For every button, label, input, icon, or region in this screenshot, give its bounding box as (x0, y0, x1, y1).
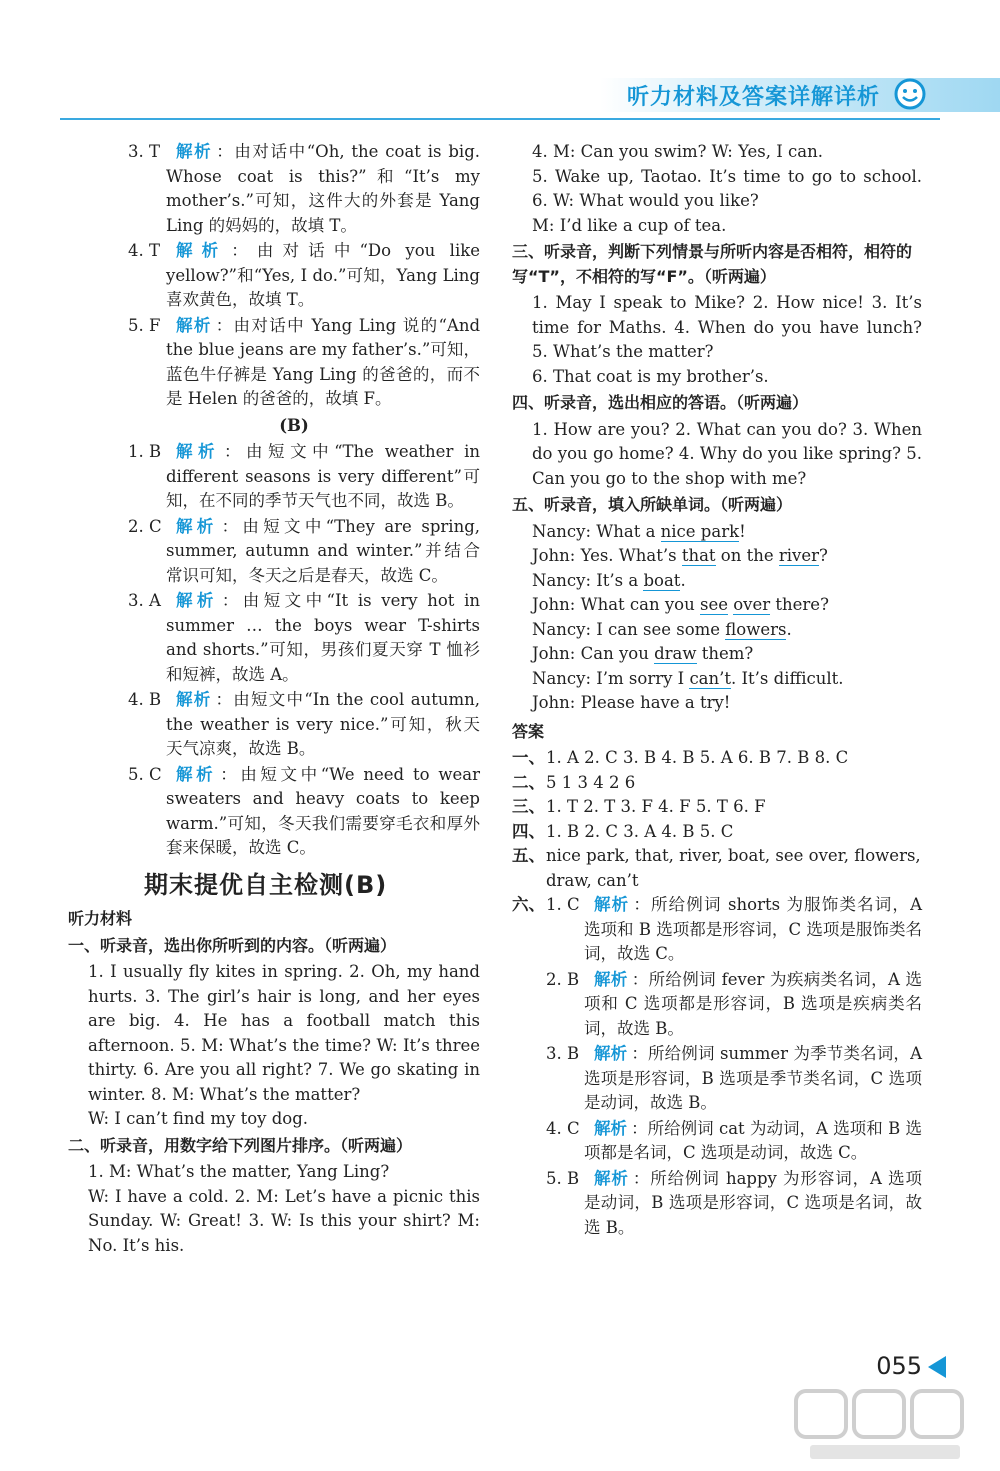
answer-values: 1. B 2. C 3. A 4. B 5. C (546, 821, 734, 841)
page-header-title: 听力材料及答案详解详析 (626, 85, 880, 110)
answer-item (108, 239, 480, 313)
answer-row (512, 795, 922, 820)
answer-section-6 (512, 893, 922, 1241)
section-heading: 四、听录音，选出相应的答语。（听两遍） (512, 393, 809, 412)
page-arrow-icon (928, 1356, 946, 1378)
section-text: W: I have a cold. 2. M: Let’s have a picnic this Sunday. W: Great! 3. W: Is this your shirt? M: No. It’s his. (88, 1186, 480, 1255)
exam-title: 期末提优自主检测(B) (144, 870, 388, 899)
item-explanation (166, 763, 480, 861)
item-explanation (166, 239, 480, 313)
item-explanation (584, 968, 922, 1042)
filled-blank: that (681, 546, 716, 565)
section-text: 1. May I speak to Mike? 2. How nice! 3. It’s time for Maths. 4. When do you have lunch? 5. What’s the matter? (532, 293, 922, 361)
answer-row (512, 820, 922, 845)
dialogue-line (512, 642, 922, 667)
answer-values: 1. A 2. C 3. B 4. B 5. A 6. B 7. B 8. C (546, 748, 849, 767)
item-explanation (166, 589, 480, 687)
answer-row (512, 771, 922, 796)
answer-item (108, 688, 480, 762)
dialogue-text: them? (696, 644, 754, 663)
analysis-label: 解析 (176, 315, 212, 335)
analysis-text: ：所给例词 fever 为疾病类名词，A 选项和 C 选项都是形容词，B 选项是疾病类名词，故选 B。 (584, 969, 923, 1038)
item-number: 3. B (546, 1044, 580, 1063)
section-heading: 三、听录音，判断下列情景与所听内容是否相符，相符的写“T”，不相符的写“F”。（听两遍） (512, 242, 913, 286)
section-number: 一、 (512, 748, 545, 767)
item-explanation (584, 1167, 922, 1241)
dialogue-text: Nancy: What a (532, 521, 661, 541)
listening-section-1 (68, 934, 480, 1132)
item-explanation (584, 1117, 922, 1166)
answer-item (546, 893, 922, 967)
filled-blank: river (778, 546, 820, 565)
analysis-text: ：所给例词 happy 为形容词，A 选项是动词，B 选项是形容词，C 选项是名词，故选 B。 (584, 1168, 923, 1237)
left-column (68, 140, 481, 1258)
analysis-label: 解析 (176, 591, 218, 610)
item-number: 1. B (128, 442, 162, 461)
dialogue-text: John: What can you (532, 595, 700, 614)
analysis-label: 解析 (594, 1118, 628, 1138)
item-explanation (166, 688, 480, 762)
item-explanation (166, 140, 480, 238)
dialogue-text: John: Please have a try! (532, 693, 731, 712)
dialogue-text: . It’s difficult. (731, 668, 844, 688)
listening-material-title: 听力材料 (68, 909, 133, 928)
analysis-text: ：由短文中“In the cool autumn, the weather is very nice.”可知，秋天天气凉爽，故选 B。 (166, 690, 481, 758)
answer-item (546, 1167, 922, 1241)
answer-list-b (108, 440, 480, 861)
item-explanation (584, 893, 922, 967)
item-number: 4. C (546, 1118, 580, 1138)
analysis-label: 解析 (594, 969, 628, 989)
section-text: M: I’d like a cup of tea. (532, 215, 727, 235)
analysis-text: ：由短文中“We need to wear sweaters and heavy coats to keep warm.”可知，冬天我们需要穿毛衣和厚外套来保暖，故选 C。 (166, 764, 480, 857)
dialogue-line (512, 667, 922, 692)
dialogue (512, 520, 922, 716)
item-explanation (166, 440, 480, 514)
answer-item (108, 515, 480, 589)
section-number: 五、 (512, 846, 545, 865)
listening-section-3 (512, 240, 922, 389)
item-explanation (584, 1042, 922, 1116)
section-heading: 二、听录音，用数字给下列图片排序。（听两遍） (68, 1135, 413, 1155)
analysis-label: 解析 (594, 1044, 628, 1063)
answer-item (546, 1117, 922, 1166)
analysis-text: ：所给例词 summer 为季节类名词，A 选项是形容词，B 选项是季节类名词，C 选项是动词，故选 B。 (584, 1044, 923, 1112)
filled-blank: see (699, 595, 728, 614)
item-number: 1. C (546, 895, 580, 914)
dialogue-line (512, 618, 922, 643)
section-number: 三、 (512, 797, 545, 816)
watermark-logo-icon (790, 1387, 990, 1463)
answer-values: nice park, that, river, boat, see over, flowers, draw, can’t (546, 846, 921, 890)
right-column (512, 140, 922, 1241)
analysis-text: ：由短文中“It is very hot in summer … the boys wear T-shirts and shorts.”可知，男孩们夏天穿 T 恤衫和短裤，故选 A。 (166, 591, 480, 684)
analysis-label: 解析 (176, 241, 228, 260)
answer-item (108, 140, 480, 238)
item-number: 5. C (128, 764, 162, 784)
item-number: 5. B (546, 1168, 580, 1188)
answer-item (108, 440, 480, 514)
section-heading: 五、听录音，填入所缺单词。（听两遍） (512, 495, 793, 514)
answer-values: 1. T 2. T 3. F 4. F 5. T 6. F (546, 797, 766, 816)
analysis-text: ：所给例词 shorts 为服饰类名词，A 选项和 B 选项都是形容词，C 选项是服饰类名词，故选 C。 (584, 895, 923, 963)
section-text: W: I can’t find my toy dog. (88, 1109, 309, 1128)
answer-key (512, 746, 922, 893)
item-number: 4. T (128, 241, 160, 260)
answer-item (108, 763, 480, 861)
dialogue-text: on the (715, 546, 779, 565)
answer-list-6 (546, 893, 922, 1241)
section-text: 1. How are you? 2. What can you do? 3. When do you go home? 4. Why do you like spring? 5. Can you go to the shop with me? (532, 419, 922, 488)
section-number: 六、 (512, 895, 545, 914)
analysis-label: 解析 (594, 1168, 629, 1188)
dialogue-text: John: Yes. What’s (532, 546, 682, 565)
analysis-text: ：由短文中“The weather in different seasons is very different”可知，在不同的季节天气也不同，故选 B。 (166, 442, 480, 510)
dialogue-text: Nancy: I’m sorry I (532, 668, 690, 688)
filled-blank: over (733, 595, 771, 614)
filled-blank: draw (654, 644, 697, 663)
filled-blank: flowers (725, 619, 787, 639)
listening-section-4 (512, 391, 922, 491)
answer-list-a (108, 140, 480, 412)
item-number: 4. B (128, 690, 162, 709)
analysis-label: 解析 (176, 516, 218, 536)
item-number: 3. A (128, 591, 161, 610)
section-text: 1. I usually fly kites in spring. 2. Oh, my hand hurts. 3. The girl’s hair is long, and her eyes are big. 4. He has a football match this afternoon. 5. M: What’s the time? W: It’s three thirty. 6. Are you all right? 7. We go skating in winter. 8. M: What’s the matter? (88, 962, 480, 1104)
analysis-label: 解析 (176, 690, 212, 709)
dialogue-line (512, 520, 922, 545)
filled-blank: nice park (660, 521, 740, 541)
analysis-label: 解析 (594, 895, 630, 914)
item-explanation (166, 314, 480, 412)
smiley-logo-icon (890, 76, 930, 112)
answer-item (546, 1042, 922, 1116)
dialogue-text: Nancy: I can see some (532, 619, 726, 639)
analysis-text: ：由对话中“Do you like yellow?”和“Yes, I do.”可知，Yang Ling 喜欢黄色，故填 T。 (166, 241, 481, 309)
dialogue-text: ? (819, 546, 828, 565)
listening-section-5 (512, 493, 922, 716)
dialogue-text: ! (739, 521, 746, 541)
filled-blank: boat (643, 570, 681, 590)
page-number: 055 (876, 1352, 922, 1380)
item-explanation (166, 515, 480, 589)
dialogue-text: . (786, 619, 792, 639)
analysis-label: 解析 (176, 764, 217, 784)
section-number: 四、 (512, 821, 545, 841)
dialogue-text: John: Can you (532, 644, 655, 663)
listening-section-2-continued (512, 140, 922, 238)
answer-values: 5 1 3 4 2 6 (546, 772, 636, 792)
item-number: 5. F (128, 315, 161, 335)
item-number: 2. C (128, 516, 162, 536)
answer-row (512, 844, 922, 893)
dialogue-line (512, 691, 922, 716)
section-text: 5. Wake up, Taotao. It’s time to go to school. 6. W: What would you like? (532, 166, 922, 210)
item-number: 2. B (546, 969, 580, 989)
dialogue-line (512, 569, 922, 594)
section-text: 1. M: What’s the matter, Yang Ling? (88, 1162, 390, 1181)
section-number: 二、 (512, 772, 545, 792)
subsection-b-label: (B) (279, 415, 309, 435)
answer-item (108, 314, 480, 412)
analysis-text: ：由对话中“Oh, the coat is big. Whose coat is this?”和“It’s my mother’s.”可知，这件大的外套是 Yang Ling 的妈妈的，故填 T。 (166, 142, 481, 235)
filled-blank: can’t (689, 668, 732, 688)
listening-section-2 (68, 1134, 480, 1259)
analysis-text: ：所给例词 cat 为动词，A 选项和 B 选项都是名词，C 选项是动词，故选 C。 (584, 1118, 922, 1162)
analysis-label: 解析 (176, 142, 213, 161)
dialogue-text: . (680, 570, 686, 590)
dialogue-line (512, 593, 922, 618)
dialogue-line (512, 544, 922, 569)
analysis-text: ：由对话中 Yang Ling 说的“And the blue jeans are my father’s.”可知，蓝色牛仔裤是 Yang Ling 的爸爸的，而不是 Helen 的爸爸的，故填 F。 (166, 315, 481, 408)
analysis-label: 解析 (176, 442, 221, 461)
item-number: 3. T (128, 142, 160, 161)
header-rule (60, 118, 940, 120)
analysis-text: ：由短文中“They are spring, summer, autumn and winter.”并结合常识可知，冬天之后是春天，故选 C。 (166, 516, 480, 585)
section-text: 4. M: Can you swim? W: Yes, I can. (532, 142, 823, 161)
dialogue-text: there? (770, 595, 829, 614)
answer-row (512, 746, 922, 771)
answer-item (108, 589, 480, 687)
answer-item (546, 968, 922, 1042)
dialogue-text: Nancy: It’s a (532, 570, 644, 590)
section-heading: 一、听录音，选出你所听到的内容。（听两遍） (68, 935, 397, 955)
answers-title: 答案 (512, 721, 545, 741)
section-text: 6. That coat is my brother’s. (532, 366, 769, 386)
